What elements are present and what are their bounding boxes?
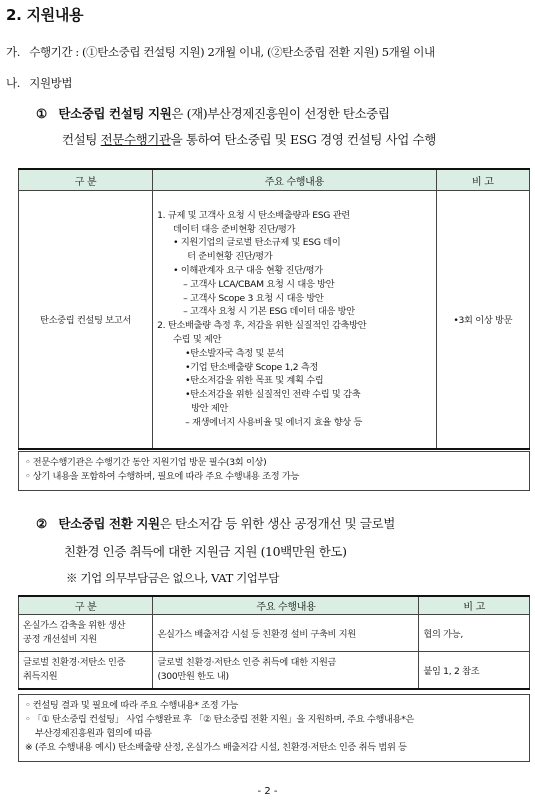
table-row: [19, 615, 530, 652]
notes2-line: ※ (주요 수행내용 예시) 탄소배출량 산정, 온실가스 배출저감 시설, 친환경·저탄소 인증 취득 범위 등: [25, 742, 407, 753]
table1-row-label: 탄소중립 컨설팅 보고서: [19, 191, 153, 449]
notes2-box: [18, 694, 530, 762]
sub1-title: 탄소중립 컨설팅 지원: [58, 106, 172, 121]
section-title: 2. 지원내용: [6, 6, 84, 24]
notes2-line: ◦ 「① 탄소중립 컨설팅」 사업 수행완료 후 「② 탄소중립 전환 지원」을 지원하며, 주요 수행내용*은: [25, 714, 415, 725]
table1-item: 방안 제안: [191, 403, 228, 415]
table2-row1-label: [19, 615, 153, 652]
table2-row2-remark: 붙임 1, 2 참조: [419, 652, 530, 689]
sub2-text1: 은 탄소저감 등 위한 생산 공정개선 및 글로벌: [159, 516, 395, 531]
consulting-table: [18, 168, 530, 450]
table1-header-remark: 비 고: [436, 169, 529, 191]
table1-header-category: 구 분: [19, 169, 153, 191]
item-na-marker: 나.: [6, 76, 20, 90]
table1-item: 1. 규제 및 고객사 요청 시 탄소배출량과 ESG 관련: [157, 209, 350, 221]
table2-row1-label-line: 온실가스 감축을 위한 생산: [23, 620, 126, 631]
table1-item: •탄소저감을 위한 실질적인 전략 수립 및 감축: [185, 389, 361, 401]
table2-header-content: 주요 수행내용: [153, 596, 419, 615]
table1-item: – 고객사 Scope 3 요청 시 대응 방안: [183, 292, 324, 304]
sub2-marker: ②: [36, 516, 47, 531]
table2-row2-label-line: 취득지원: [23, 670, 58, 682]
item-na-text: 지원방법: [29, 76, 73, 90]
table2-row2-label: [19, 652, 153, 689]
table2-row1-content: 온실가스 배출저감 시설 등 친환경 설비 구축비 지원: [153, 615, 419, 652]
sub1-line2: [62, 130, 436, 148]
table1-item: •기업 탄소배출량 Scope 1,2 측정: [185, 361, 319, 373]
item-na: [6, 75, 72, 91]
notes1-line: ◦ 전문수행기관은 수행기간 동안 지원기업 방문 필수(3회 이상): [25, 457, 267, 468]
notes1-box: [18, 451, 530, 491]
item-ga-text: 수행기간 : (①탄소중립 컨설팅 지원) 2개월 이내, (②탄소중립 전환 지원) 5개월 이내: [29, 45, 435, 59]
sub1-text2-post: 을 통하여 탄소중립 및 ESG 경영 컨설팅 사업 수행: [170, 132, 436, 147]
table2-row1-remark: 협의 가능,: [419, 615, 530, 652]
notes1-line: ◦ 상기 내용을 포함하여 수행하며, 필요에 따라 주요 수행내용 조정 가능: [25, 471, 300, 482]
table1-item: 데이터 대응 준비현황 진단/평가: [173, 223, 296, 235]
table2-row2-content-line: (300만원 한도 내): [157, 670, 229, 682]
table1-item: – 고객사 요청 시 기본 ESG 데이터 대응 방안: [183, 306, 355, 318]
table1-item: • 이해관계자 요구 대응 현황 진단/평가: [173, 265, 323, 277]
notes2-line: ◦ 컨설팅 결과 및 필요에 따라 주요 수행내용* 조정 가능: [25, 700, 239, 711]
sub2-line2: 친환경 인증 취득에 대한 지원금 지원 (10백만원 한도): [64, 544, 347, 559]
table1-item: – 재생에너지 사용비율 및 에너지 효율 향상 등: [185, 416, 363, 428]
item-ga-marker: 가.: [6, 45, 20, 59]
table2-row2-content: [153, 652, 419, 689]
sub1-text1: 은 (재)부산경제진흥원이 선정한 탄소중립: [171, 106, 390, 121]
table2-header-category: 구 분: [19, 596, 153, 615]
notes2-line: 부산경제진흥원과 협의에 따름: [35, 728, 152, 739]
table1-item: 터 준비현황 진단/평가: [187, 251, 273, 263]
table1-item: 수립 및 제안: [173, 334, 222, 346]
table1-row-remark: •3회 이상 방문: [436, 191, 529, 449]
table2-row2-label-line: 글로벌 친환경·저탄소 인증: [23, 656, 126, 668]
item-ga: [6, 44, 435, 60]
transition-table: [18, 595, 530, 690]
sub2-line1: [36, 514, 395, 532]
sub1-marker: ①: [36, 106, 47, 121]
sub1-text2-pre: 컨설팅: [62, 132, 101, 147]
sub1-line1: [36, 104, 390, 122]
sub1-text2-underline: 전문수행기관: [100, 132, 171, 147]
table1-item: • 지원기업의 글로벌 탄소규제 및 ESG 데이: [173, 237, 341, 249]
table2-header-remark: 비 고: [419, 596, 530, 615]
table2-row2-content-line: 글로벌 친환경·저탄소 인증 취득에 대한 지원금: [157, 656, 337, 668]
table1-row-content: [153, 191, 437, 449]
sub2-note: ※ 기업 의무부담금은 없으나, VAT 기업부담: [66, 571, 279, 585]
table1-item: •탄소발자국 측정 및 분석: [185, 347, 284, 359]
table1-header-content: 주요 수행내용: [153, 169, 437, 191]
table1-item: 2. 탄소배출량 측정 후, 저감을 위한 실질적인 감축방안: [157, 320, 367, 332]
table1-item: – 고객사 LCA/CBAM 요청 시 대응 방안: [183, 278, 335, 290]
page-number: - 2 -: [257, 786, 278, 797]
table2-row1-label-line: 공정 개선설비 지원: [23, 634, 97, 645]
sub2-title: 탄소중립 전환 지원: [58, 516, 160, 531]
table1-item: •탄소저감을 위한 목표 및 계획 수립: [185, 375, 324, 387]
table-row: [19, 652, 530, 689]
